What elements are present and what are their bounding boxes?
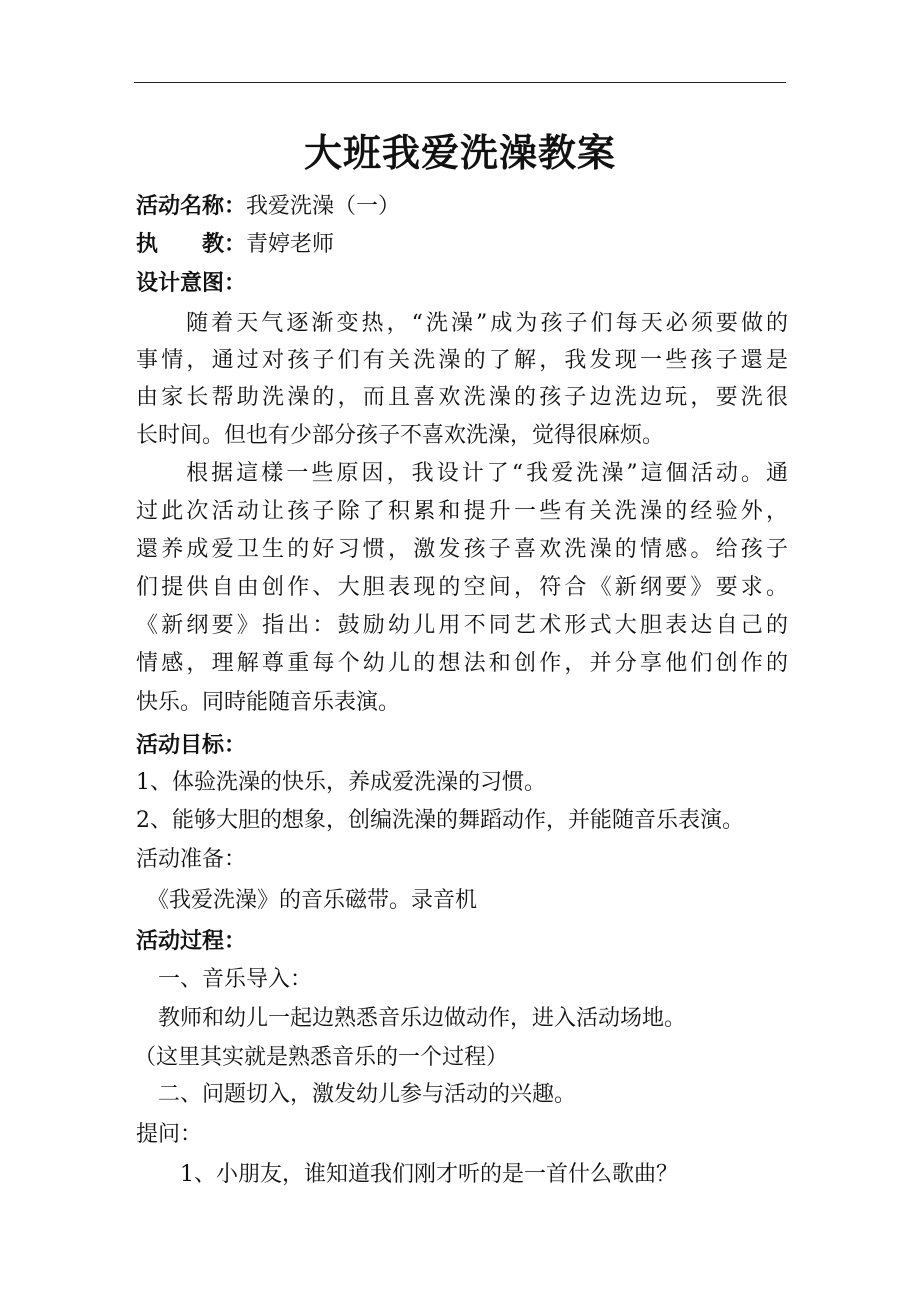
question-label: 提问： (136, 1122, 203, 1147)
process-heading: 活动过程： (136, 928, 247, 954)
design-line: 长时间。但也有少部分孩子不喜欢洗澡，觉得很麻烦。 (136, 423, 665, 448)
teacher-label: 执 教： (136, 231, 247, 257)
question-item: 1、小朋友，谁知道我们刚才听的是一首什么歌曲？ (136, 1162, 678, 1187)
prep-heading: 活动准备： (136, 847, 247, 872)
step-title: 一、音乐导入： (136, 967, 313, 992)
goal-item: 2、能够大胆的想象，创编洗澡的舞蹈动作，并能随音乐表演。 (136, 808, 744, 833)
design-line: 根据這樣一些原因，我设计了“我爱洗澡”這個活动。通 (136, 461, 788, 486)
design-line: 還养成爱卫生的好习惯，激发孩子喜欢洗澡的情感。给孩子 (136, 537, 788, 562)
design-line: 事情，通过对孩子们有关洗澡的了解，我发现一些孩子還是 (136, 348, 788, 373)
design-line: 过此次活动让孩子除了积累和提升一些有关洗澡的经验外， (136, 499, 788, 524)
document-title: 大班我爱洗澡教案 (303, 130, 616, 175)
activity-name-label: 活动名称： (136, 193, 247, 219)
prep-text: 《我爱洗澡》的音乐磁带。录音机 (136, 888, 478, 913)
step-text: 教师和幼儿一起边熟悉音乐边做动作，进入活动场地。 (136, 1006, 687, 1031)
activity-name-row (136, 191, 788, 222)
design-heading: 设计意图： (136, 270, 247, 296)
design-line: 随着天气逐渐变热，“洗澡”成为孩子们每天必须要做的 (136, 311, 788, 336)
goal-item: 1、体验洗澡的快乐，养成爱洗澡的习惯。 (136, 770, 546, 795)
header-rule (134, 82, 786, 83)
step-note: （这里其实就是熟悉音乐的一个过程） (134, 1045, 509, 1070)
goals-heading: 活动目标： (136, 732, 247, 758)
design-line: 们提供自由创作、大胆表现的空间，符合《新纲要》要求。 (136, 575, 788, 600)
design-line: 《新纲要》指出：鼓励幼儿用不同艺术形式大胆表达自己的 (136, 613, 788, 638)
teacher-value: 青婷老师 (246, 232, 335, 257)
design-line: 快乐。同時能随音乐表演。 (136, 690, 401, 715)
design-line: 情感，理解尊重每个幼儿的想法和创作，并分享他们创作的 (136, 651, 788, 676)
design-line: 由家长帮助洗澡的，而且喜欢洗澡的孩子边洗边玩，要洗很 (136, 385, 788, 410)
step-title: 二、问题切入，激发幼儿参与活动的兴趣。 (136, 1082, 577, 1107)
activity-name-value: 我爱洗澡（一） (246, 194, 401, 219)
teacher-row (136, 229, 788, 260)
